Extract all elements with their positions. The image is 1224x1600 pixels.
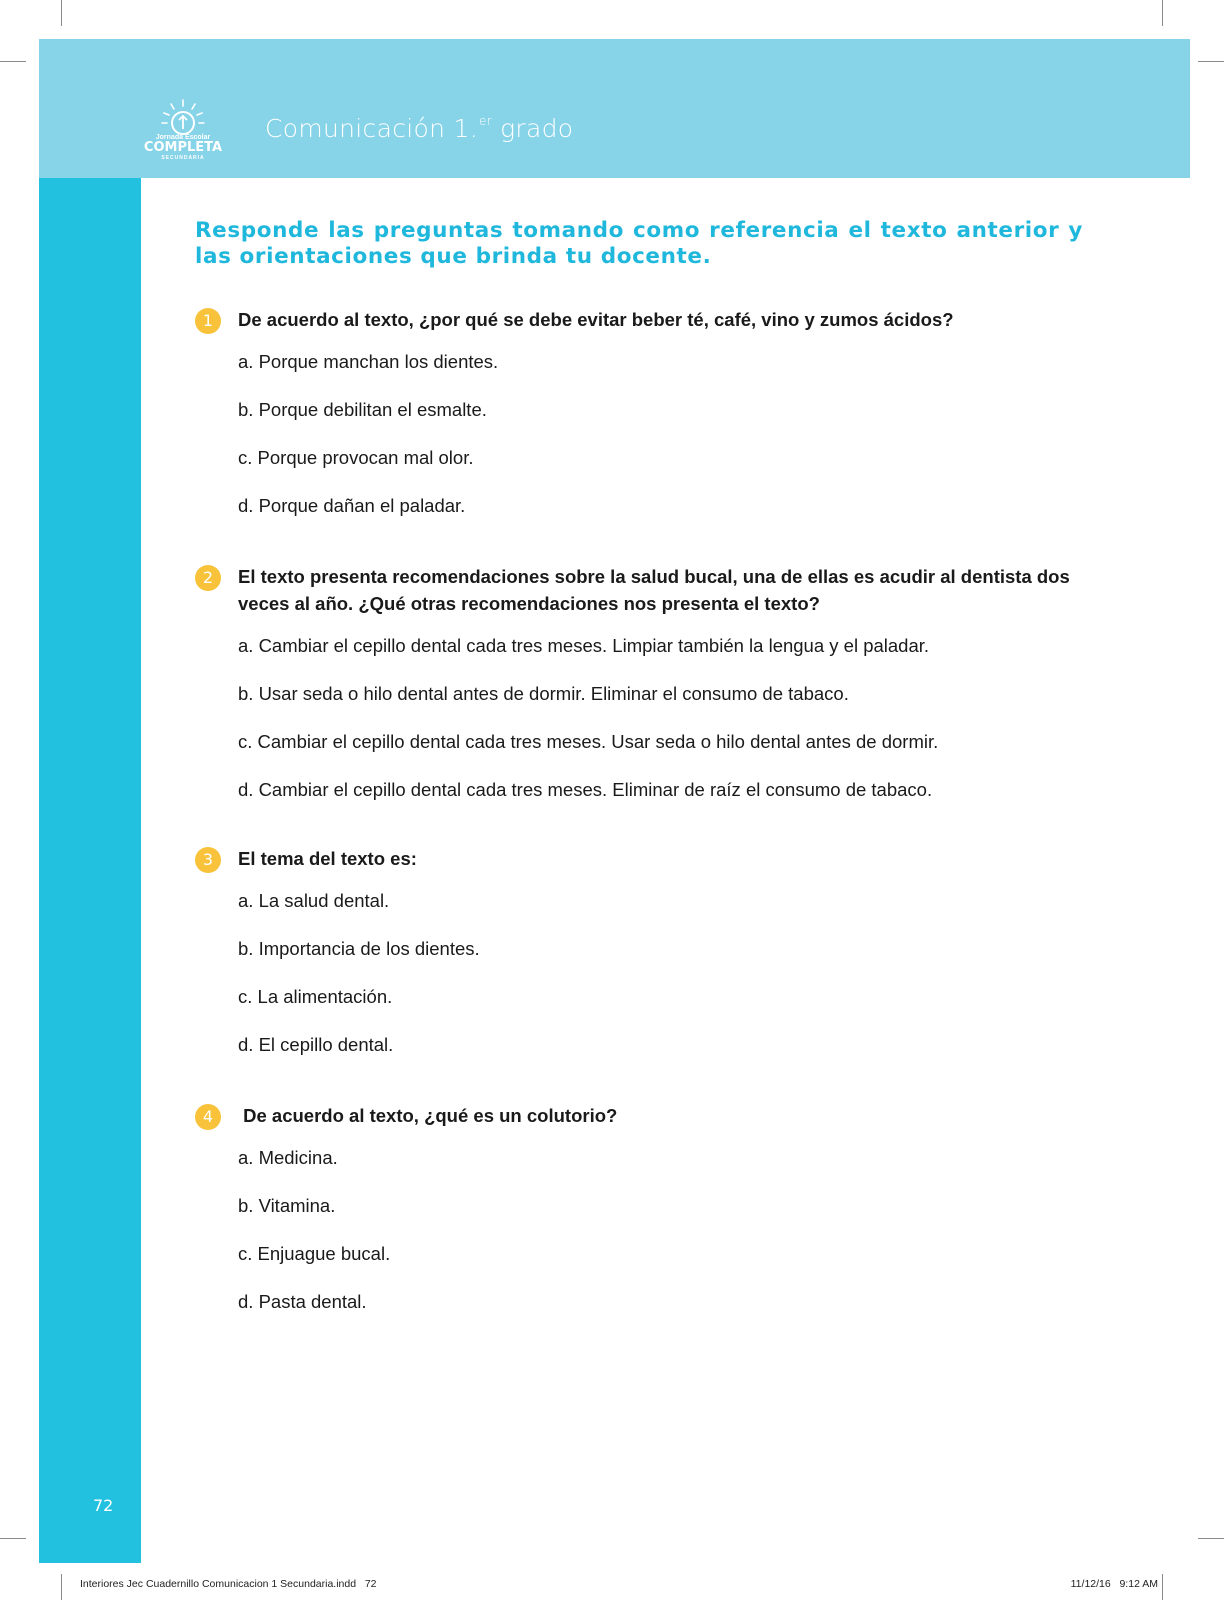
- answer-option: a. Cambiar el cepillo dental cada tres meses. Limpiar también la lengua y el paladar.: [238, 635, 930, 656]
- answer-options: [238, 632, 1095, 803]
- question-text: De acuerdo al texto, ¿qué es un colutorio?: [238, 1105, 618, 1126]
- answer-option: b. Vitamina.: [238, 1195, 336, 1216]
- logo-bottom-text: SECUNDARIA: [161, 155, 205, 161]
- crop-mark: [1162, 1574, 1163, 1600]
- question-number-badge: 2: [195, 565, 221, 591]
- page-number: 72: [93, 1496, 114, 1515]
- question-text: El texto presenta recomendaciones sobre la salud bucal, una de ellas es acudir al dentista dos veces al año. ¿Qué otras recomendaciones nos presenta el texto?: [238, 566, 1070, 614]
- left-sidebar-band: [39, 178, 141, 1563]
- answer-options: [238, 1144, 1095, 1315]
- answer-option: b. Usar seda o hilo dental antes de dormir. Eliminar el consumo de tabaco.: [238, 683, 849, 704]
- question-number-badge: 4: [195, 1104, 221, 1130]
- instructions-heading: Responde las preguntas tomando como referencia el texto anterior y las orientaciones que brinda tu docente.: [195, 218, 1083, 269]
- crop-mark: [0, 1538, 26, 1539]
- question-2: [195, 563, 1095, 824]
- crop-mark: [0, 61, 26, 62]
- answer-option: a. Porque manchan los dientes.: [238, 351, 499, 372]
- answer-options: [238, 348, 1095, 519]
- answer-option: c. Enjuague bucal.: [238, 1243, 391, 1264]
- answer-options: [238, 887, 1095, 1058]
- answer-option: d. Porque dañan el paladar.: [238, 495, 466, 516]
- question-text: De acuerdo al texto, ¿por qué se debe evitar beber té, café, vino y zumos ácidos?: [238, 309, 954, 330]
- question-1: [195, 306, 1095, 540]
- crop-mark: [61, 1574, 62, 1600]
- crop-mark: [1198, 61, 1224, 62]
- footer-timestamp: 11/12/16 9:12 AM: [1070, 1578, 1158, 1590]
- answer-option: b. Porque debilitan el esmalte.: [238, 399, 487, 420]
- question-number-badge: 3: [195, 847, 221, 873]
- footer-file-name: Interiores Jec Cuadernillo Comunicacion 1 Secundaria.indd 72: [80, 1578, 377, 1590]
- answer-option: d. Pasta dental.: [238, 1291, 367, 1312]
- logo-main-text: COMPLETA: [143, 140, 223, 155]
- answer-option: b. Importancia de los dientes.: [238, 938, 480, 959]
- answer-option: a. Medicina.: [238, 1147, 338, 1168]
- crop-mark: [1162, 0, 1163, 26]
- question-text: El tema del texto es:: [238, 848, 417, 869]
- question-number-badge: 1: [195, 308, 221, 334]
- crop-mark: [61, 0, 62, 26]
- question-3: [195, 845, 1095, 1079]
- page-title-main: Comunicación 1.: [265, 114, 478, 143]
- page-title-superscript: er: [478, 114, 492, 128]
- crop-mark: [1198, 1538, 1224, 1539]
- logo-top-text: Jornada Escolar: [155, 134, 211, 141]
- answer-option: c. La alimentación.: [238, 986, 393, 1007]
- answer-option: c. Cambiar el cepillo dental cada tres meses. Usar seda o hilo dental antes de dormir.: [238, 731, 939, 752]
- answer-option: c. Porque provocan mal olor.: [238, 447, 474, 468]
- answer-option: d. El cepillo dental.: [238, 1034, 394, 1055]
- page-title: [265, 114, 573, 143]
- question-4: [195, 1102, 1095, 1336]
- answer-option: a. La salud dental.: [238, 890, 390, 911]
- answer-option: d. Cambiar el cepillo dental cada tres meses. Eliminar de raíz el consumo de tabaco.: [238, 779, 933, 800]
- jornada-escolar-completa-logo: [140, 96, 240, 162]
- page-title-suffix: grado: [491, 114, 574, 143]
